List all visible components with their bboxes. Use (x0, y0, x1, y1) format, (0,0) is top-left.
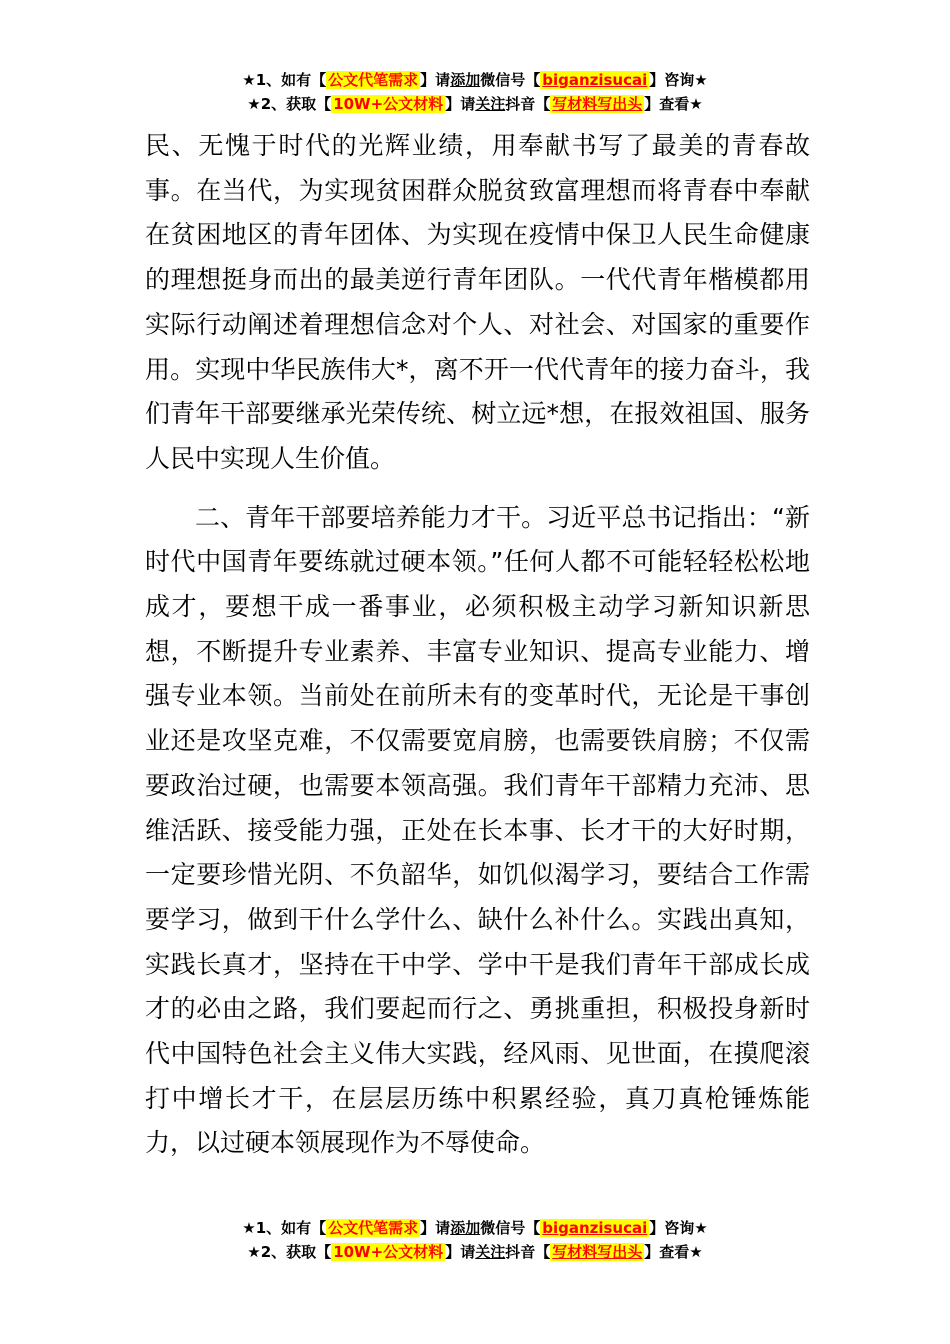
promo-line-2-suffix: 】查看★ (644, 1243, 703, 1261)
promo-douyin-account-link[interactable]: 写材料写出头 (552, 95, 643, 113)
promo-line-2-prefix: ★2、获取【 (247, 1243, 332, 1261)
promo-underlined-follow: 关注 (475, 95, 506, 113)
promo-underlined-follow: 关注 (475, 1243, 506, 1261)
promo-line-2-mid: 】请 (445, 95, 476, 113)
promo-line-1-prefix: ★1、如有【 (242, 1219, 327, 1237)
promo-douyin-account-link[interactable]: 写材料写出头 (552, 1243, 643, 1261)
promo-line-1-mid2: 微信号【 (480, 1219, 541, 1237)
promo-line-1-mid: 】请 (420, 1219, 451, 1237)
promo-line-2-mid: 】请 (445, 1243, 476, 1261)
promo-highlight-service: 公文代笔需求 (328, 71, 419, 89)
promo-line-1-mid: 】请 (420, 71, 451, 89)
promo-line-1 (0, 1216, 950, 1240)
promo-line-1 (0, 68, 950, 92)
top-promo-banner (0, 68, 950, 116)
promo-line-2-suffix: 】查看★ (644, 95, 703, 113)
bottom-promo-banner (0, 1216, 950, 1264)
promo-line-1-suffix: 】咨询★ (649, 71, 708, 89)
promo-line-2-mid2: 抖音【 (505, 1243, 551, 1261)
promo-underlined-add: 添加 (450, 71, 481, 89)
promo-line-1-suffix: 】咨询★ (649, 1219, 708, 1237)
promo-line-2 (0, 1240, 950, 1264)
promo-wechat-id-link[interactable]: biganzisucai (542, 71, 648, 89)
promo-line-2-prefix: ★2、获取【 (247, 95, 332, 113)
promo-line-2-mid2: 抖音【 (505, 95, 551, 113)
promo-line-1-mid2: 微信号【 (480, 71, 541, 89)
promo-wechat-id-link[interactable]: biganzisucai (542, 1219, 648, 1237)
promo-line-1-prefix: ★1、如有【 (242, 71, 327, 89)
promo-highlight-materials: 10W+公文材料 (333, 95, 444, 113)
paragraph-1: 民、无愧于时代的光辉业绩，用奉献书写了最美的青春故事。在当代，为实现贫困群众脱贫致富理想而将青春中奉献在贫困地区的青年团体、为实现在疫情中保卫人民生命健康的理想挺身而出的最美逆行青年团队。一代代青年楷模都用实际行动阐述着理想信念对个人、对社会、对国家的重要作用。实现中华民族伟大*，离不开一代代青年的接力奋斗，我们青年干部要继承光荣传统、树立远*想，在报效祖国、服务人民中实现人生价值。 (145, 131, 810, 473)
promo-line-2 (0, 92, 950, 116)
promo-highlight-service: 公文代笔需求 (328, 1219, 419, 1237)
promo-highlight-materials: 10W+公文材料 (333, 1243, 444, 1261)
promo-underlined-add: 添加 (450, 1219, 481, 1237)
paragraph-2: 二、青年干部要培养能力才干。习近平总书记指出：“新时代中国青年要练就过硬本领。”任何人都不可能轻轻松松地成才，要想干成一番事业，必须积极主动学习新知识新思想，不断提升专业素养、丰富专业知识、提高专业能力、增强专业本领。当前处在前所未有的变革时代，无论是干事创业还是攻坚克难，不仅需要宽肩膀，也需要铁肩膀；不仅需要政治过硬，也需要本领高强。我们青年干部精力充沛、思维活跃、接受能力强，正处在长本事、长才干的大好时期，一定要珍惜光阴、不负韶华，如饥似渴学习，要结合工作需要学习，做到干什么学什么、缺什么补什么。实践出真知，实践长真才，坚持在干中学、学中干是我们青年干部成长成才的必由之路，我们要起而行之、勇挑重担，积极投身新时代中国特色社会主义伟大实践，经风雨、见世面，在摸爬滚打中增长才干，在层层历练中积累经验，真刀真枪锤炼能力，以过硬本领展现作为不辱使命。 (145, 502, 810, 1158)
document-body (145, 124, 810, 1166)
